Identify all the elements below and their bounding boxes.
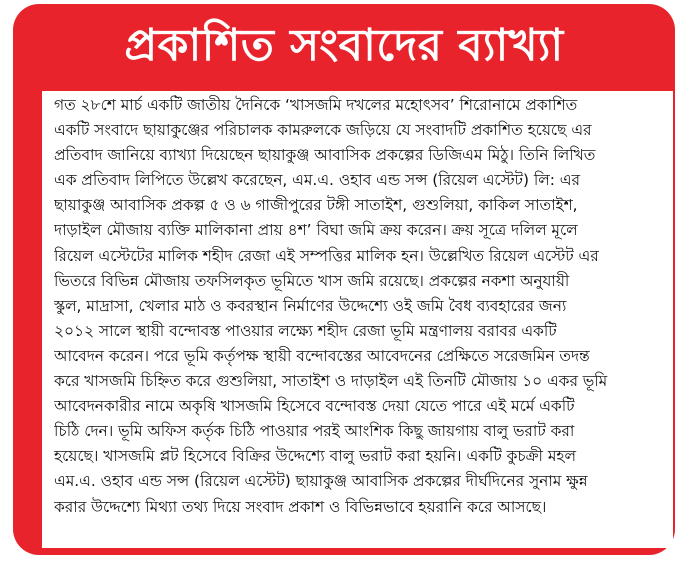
article-line: ছায়াকুঞ্জ আবাসিক প্রকল্প ৫ ও ৬ গাজীপুরের টঙ্গী সাতাইশ, গুশুলিয়া, কাকিল সাতাইশ, [54, 196, 578, 215]
article-line: ২০১২ সালে স্থায়ী বন্দোবস্ত পাওয়ার লক্ষ্যে শহীদ রেজা ভূমি মন্ত্রণালয় বরাবর একটি [54, 321, 557, 340]
article-line: হয়েছে। খাসজমি প্লট হিসেবে বিক্রির উদ্দেশ্যে বালু ভরাট করা হয়নি। একটি কুচক্রী মহল [54, 447, 576, 466]
article-line: রিয়েল এস্টেটের মালিক শহীদ রেজা এই সম্পত্তির মালিক হন। উল্লেখিত রিয়েল এস্টেট এর [54, 246, 599, 265]
article-line: গত ২৮শে মার্চ একটি জাতীয় দৈনিকে ‘খাসজমি দখলের মহোৎসব’ শিরোনামে প্রকাশিত [54, 96, 578, 114]
notice-frame [13, 4, 675, 555]
article-line: প্রতিবাদ জানিয়ে ব্যাখ্যা দিয়েছেন ছায়াকুঞ্জ আবাসিক প্রকল্পের ডিজিএম মিঠু। তিনি লিখিত [54, 146, 596, 165]
article-line: দাড়াইল মৌজায় ব্যক্তি মালিকানা প্রায় ৪শ’ বিঘা জমি ক্রয় করেন। ক্রয় সূত্রে দলিল মূলে [54, 221, 578, 240]
headline-title: প্রকাশিত সংবাদের ব্যাখ্যা [124, 19, 564, 71]
article-line: এক প্রতিবাদ লিপিতে উল্লেখ করেছেন, এম.এ. ওহাব এন্ড সন্স (রিয়েল এস্টেট) লি: এর [54, 171, 580, 190]
article-line: চিঠি দেন। ভূমি অফিস কর্তৃক চিঠি পাওয়ার পরই আংশিক কিছু জায়গায় বালু ভরাট করা [54, 422, 575, 441]
article-line: ভিতরে বিভিন্ন মৌজায় তফসিলকৃত ভূমিতে খাস জমি রয়েছে। প্রকল্পের নকশা অনুযায়ী [54, 271, 570, 290]
article-line: করার উদ্দেশ্যে মিথ্যা তথ্য দিয়ে সংবাদ প্রকাশ ও বিভিন্নভাবে হয়রানি করে আসছে। [54, 497, 547, 516]
article-line: আবেদনকারীর নামে অকৃষি খাসজমি হিসেবে বন্দোবস্ত দেয়া যেতে পারে এই মর্মে একটি [54, 397, 575, 416]
article-body [42, 91, 673, 548]
article-line: এম.এ. ওহাব এন্ড সন্স (রিয়েল এস্টেট) ছায়াকুঞ্জ আবাসিক প্রকল্পের দীর্ঘদিনের সুনাম ক্ষুন্ন [54, 472, 588, 491]
article-line: একটি সংবাদে ছায়াকুঞ্জের পরিচালক কামরুলকে জড়িয়ে যে সংবাদটি প্রকাশিত হয়েছে এর [54, 121, 592, 140]
article-line: আবেদন করেন। পরে ভূমি কর্তৃপক্ষ স্থায়ী বন্দোবস্তের আবেদনের প্রেক্ষিতে সরেজমিন তদন্ত [54, 346, 590, 365]
article-line: করে খাসজমি চিহ্নিত করে গুশুলিয়া, সাতাইশ ও দাড়াইল এই তিনটি মৌজায় ১০ একর ভূমি [54, 372, 608, 391]
article-line: স্কুল, মাদ্রাসা, খেলার মাঠ ও কবরস্থান নির্মাণের উদ্দেশ্যে ওই জমি বৈধ ব্যবহারের জন্য [54, 296, 567, 315]
